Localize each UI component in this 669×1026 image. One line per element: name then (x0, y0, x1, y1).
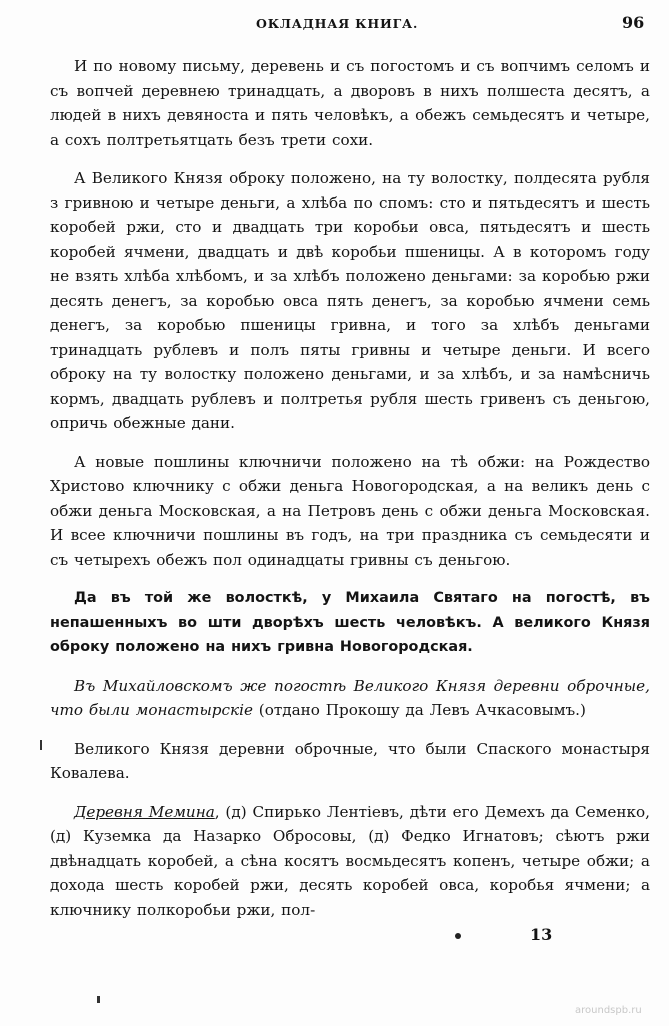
italic-heading: Въ Михайловскомъ же погостѣ Великого Князя деревни оброчные, что были монастырскіе (50, 676, 650, 719)
paragraph-keeper-duties: А новые пошлины ключничи положено на тѣ обжи: на Рождество Христово ключнику с обжи деньга Новогородская, а на великъ день с обжи деньга Московская, а на Петровъ день с обжи деньга Московская. И всее ключничи пошлины въ годъ, на три праздника съ семьдесяти и съ четырехъ обежъ пол одинадцаты гривны съ деньгою. (50, 452, 650, 569)
paragraph-mikhail-pogost: Да въ той же волосткѣ, у Михаила Святаго на погостѣ, въ непашенныхъ во шти дворѣхъ шесть человѣкъ. А великого Князя оброку положено на нихъ гривна Новогородская. (50, 590, 650, 655)
ink-dot (455, 933, 461, 939)
paragraph-new-census: И по новому письму, деревень и съ погостомъ и съ вопчимъ селомъ и съ вопчей деревнею тринадцать, а дворовъ в нихъ полшеста десятъ, а людей в нихъ девяноста и пять человѣкъ, а обежъ семьдесятъ и четыре, а сохъ полтретьятцать безъ трети сохи. (50, 57, 650, 149)
watermark: aroundspb.ru (575, 1005, 642, 1016)
paragraph-mikhailovsky-villages (50, 674, 650, 723)
village-entry: , (д) Спирько Лентіевъ, дѣти его Демехъ да Семенко, (д) Куземка да Назарко Обросовы, (д) Федко Игнатовъ; сѣютъ ржи двѣнадцать коробей, а сѣна косятъ восмьдесятъ копенъ, четыре обжи; а дохода шесть коробей ржи, десять коробей овса, коробья ячмени; а ключнику полкоробьи ржи, пол- (50, 802, 650, 919)
signature-mark: 13 (530, 925, 553, 944)
running-head (0, 13, 669, 36)
paragraph-grand-prince-quitrent: А Великого Князя оброку положено, на ту волостку, полдесята рубля з гривною и четыре деньги, а хлѣба по спомъ: сто и пятьдесятъ и шесть коробей ржи, сто и двадцать три коробьи овса, пятьдесятъ и шесть коробей ячмени, двадцать и двѣ коробьи пшеницы. А в которомъ году не взять хлѣба хлѣбомъ, и за хлѣбъ положено деньгами: за коробью ржи десять денегъ, за коробью овса пять денегъ, за коробью ячмени семь денегъ, за коробью пшеницы гривна, и того за хлѣбъ деньгами тринадцать рублевъ и полъ пяты гривны и четыре деньги. И всего оброку на ту волостку положено деньгами, и за хлѣбъ, и за намѣсничь кормъ, двадцать рублевъ и полтретья рубля шесть гривенъ съ деньгою, опричь обежные дани. (50, 169, 650, 432)
page-body (50, 54, 650, 936)
transfer-note: (отдано Прокошу да Левъ Ачкасовымъ.) (252, 701, 586, 719)
page-number: 96 (622, 13, 645, 32)
margin-mark (40, 740, 42, 750)
paragraph-spassky-villages: Великого Князя деревни оброчные, что были Спаского монастыря Ковалева. (50, 739, 650, 782)
village-name: Деревня Мемина (74, 802, 215, 821)
ink-speck (97, 996, 100, 1003)
paragraph-village-memina (50, 800, 650, 923)
running-title: ОКЛАДНАЯ КНИГА. (256, 16, 419, 31)
